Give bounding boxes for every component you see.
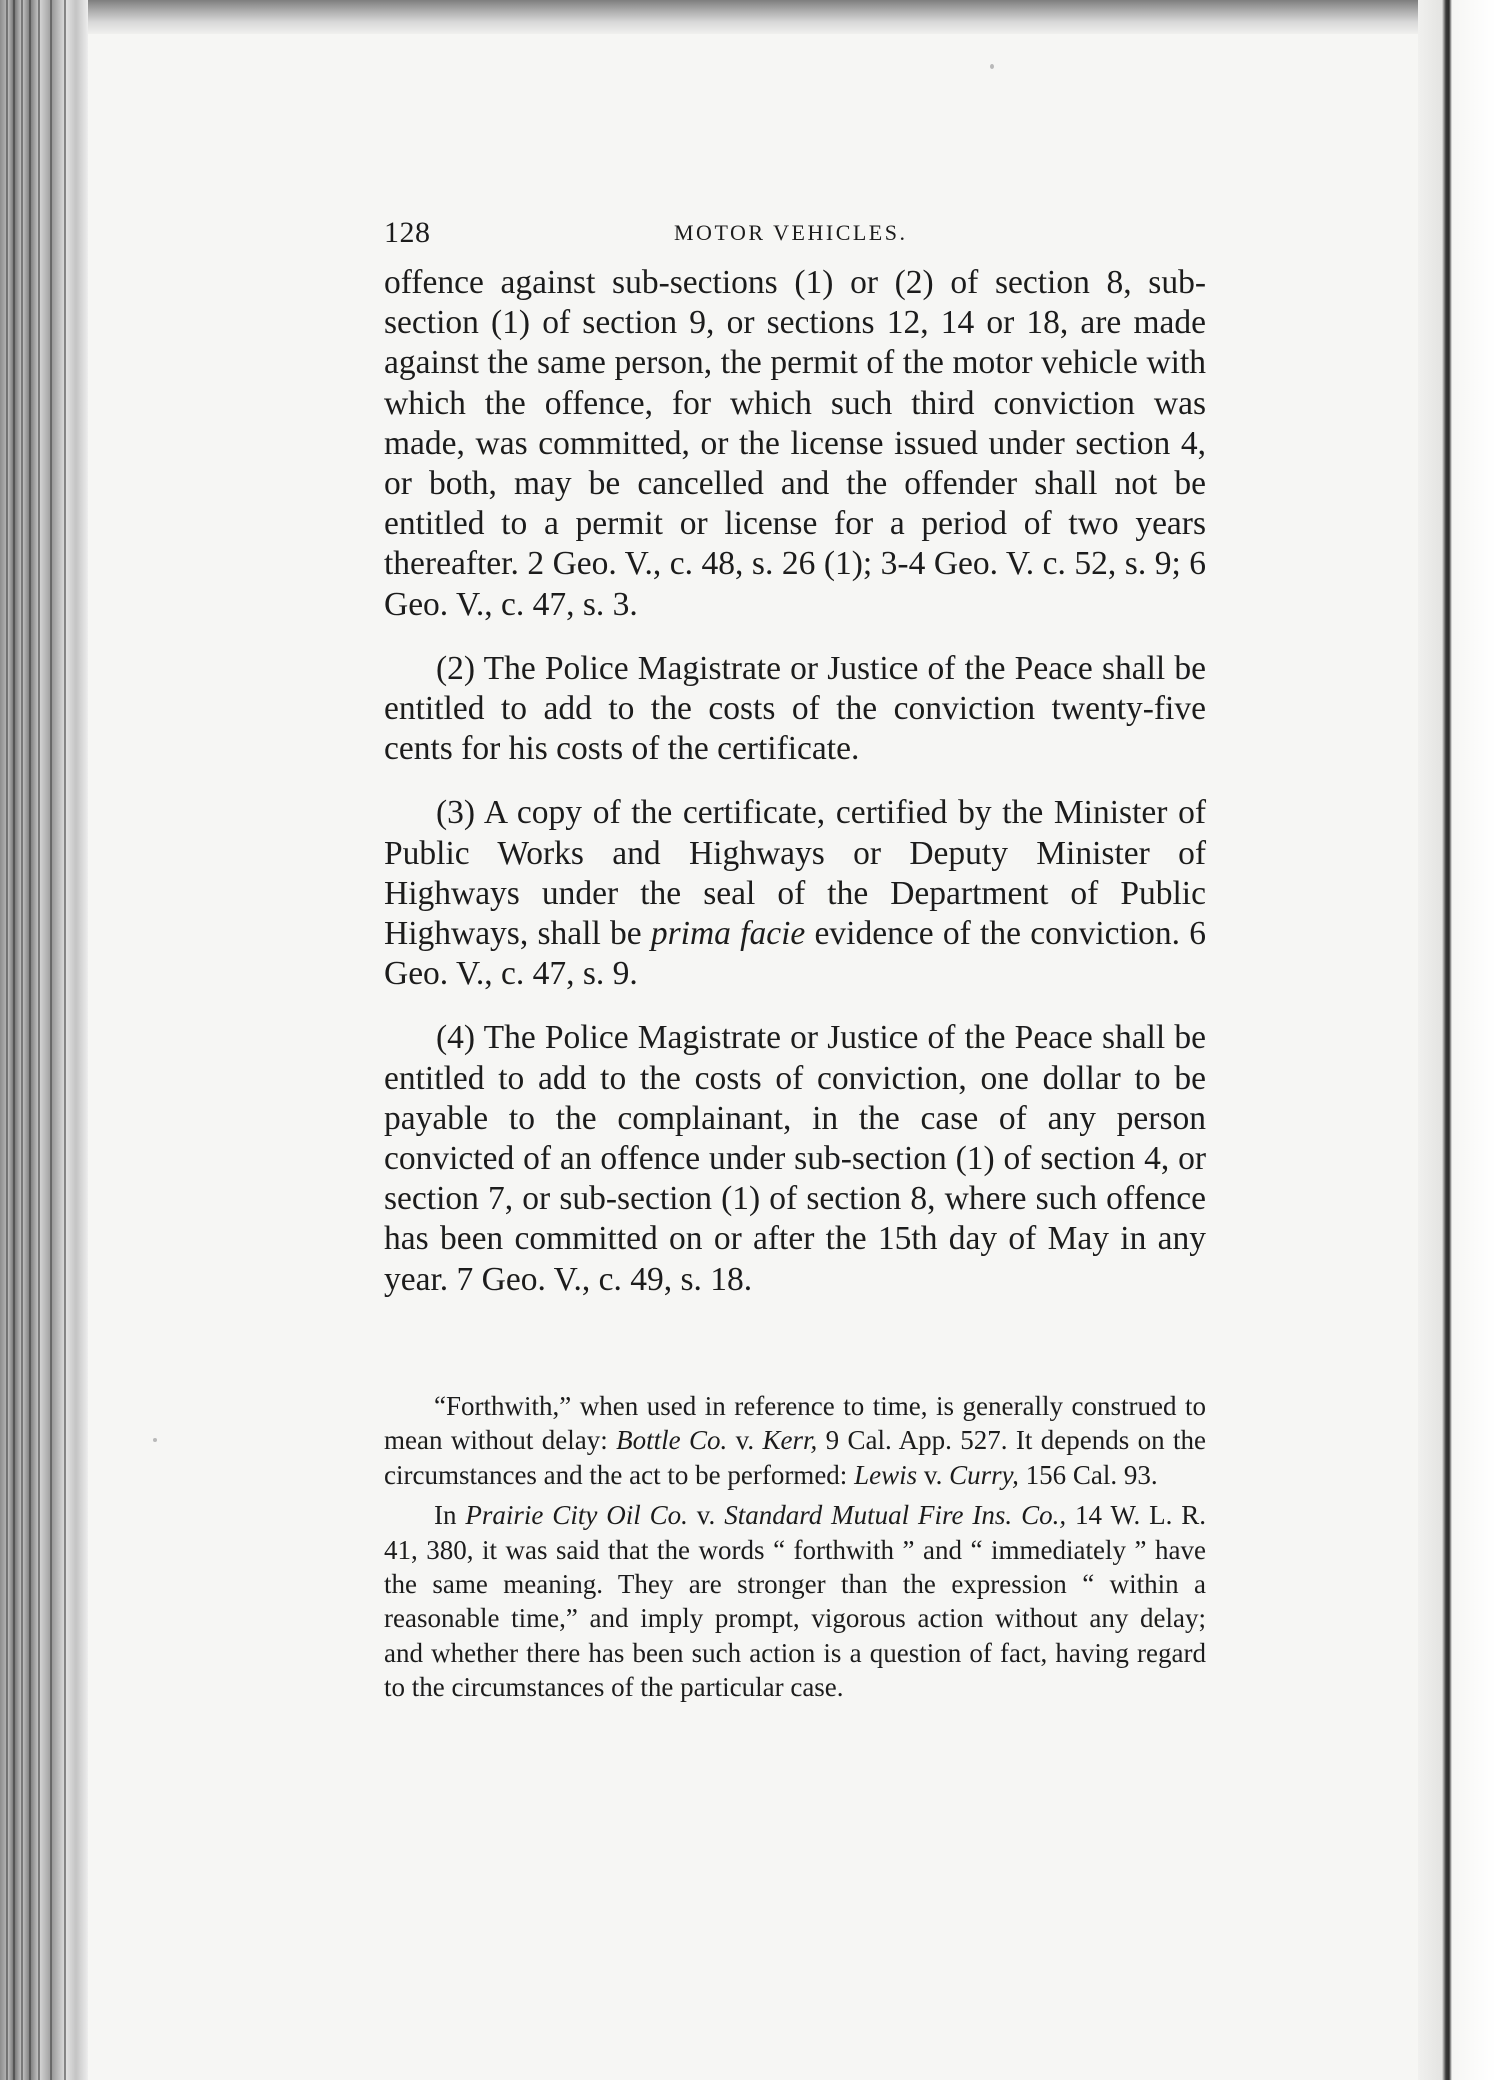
running-head: MOTOR VEHICLES.: [674, 220, 908, 245]
annotation-notes: [384, 1389, 1206, 1705]
note-forthwith: “Forthwith,” when used in reference to time, is generally construed to mean without delay: Bottle Co. v. Kerr, 9 Cal. App. 527. It depends on the circumstances and the act to be performed: Lewis v. Curry, 156 Cal. 93.: [384, 1391, 1206, 1490]
note-prairie-city: In Prairie City Oil Co. v. Standard Mutual Fire Ins. Co., 14 W. L. R. 41, 380, it was said that the words “ forthwith ” and “ immediately ” have the same meaning. They are stronger than the expression “ within a reasonable time,” and imply prompt, vigorous action without any delay; and whether there has been such action is a question of fact, having regard to the circumstances of the particular case.: [384, 1500, 1207, 1703]
book-top-edge: [0, 0, 1496, 34]
page-number: 128: [384, 216, 431, 249]
italic-term: prima facie: [650, 915, 806, 953]
paragraph-3: (3) A copy of the certificate, certified by the Minister of Public Works and Highways or Deputy Minister of Highways under the seal of the Department of Public Highways, shall be prima facie evidence of the conviction. 6 Geo. V., c. 47, s. 9.: [384, 794, 1206, 993]
book-right-edge: [1418, 0, 1496, 2080]
book-page-stack: [0, 0, 88, 2080]
main-text: [384, 263, 1206, 1300]
paragraph-4: (4) The Police Magistrate or Justice of the Peace shall be entitled to add to the costs of conviction, one dollar to be payable to the complainant, in the case of any person convicted of an offence under sub-section (1) of section 4, or section 7, or sub-section (1) of section 8, where such offence has been committed on or after the 15th day of May in any year. 7 Geo. V., c. 49, s. 18.: [384, 1019, 1206, 1298]
case-name: Standard Mutual Fire Ins. Co.,: [724, 1500, 1067, 1531]
case-name: Bottle Co.: [616, 1425, 728, 1456]
case-name: Prairie City Oil Co.: [465, 1500, 688, 1531]
case-name: Lewis: [854, 1459, 918, 1490]
paragraph-2: (2) The Police Magistrate or Justice of the Peace shall be entitled to add to the costs of the conviction twenty-five cents for his costs of the certificate.: [384, 649, 1206, 768]
speck: [990, 64, 994, 69]
page-header: [384, 216, 1206, 256]
case-name: Curry,: [949, 1459, 1019, 1490]
paragraph-continued: offence against sub-sections (1) or (2) of section 8, sub-section (1) of section 9, or sections 12, 14 or 18, are made against the same person, the permit of the motor vehicle with which the offence, for which such third conviction was made, was committed, or the license issued under section 4, or both, may be cancelled and the offender shall not be entitled to a permit or license for a period of two years thereafter. 2 Geo. V., c. 48, s. 26 (1); 3-4 Geo. V. c. 52, s. 9; 6 Geo. V., c. 47, s. 3.: [384, 264, 1206, 623]
case-name: Kerr,: [762, 1425, 818, 1456]
speck: [153, 1438, 157, 1442]
